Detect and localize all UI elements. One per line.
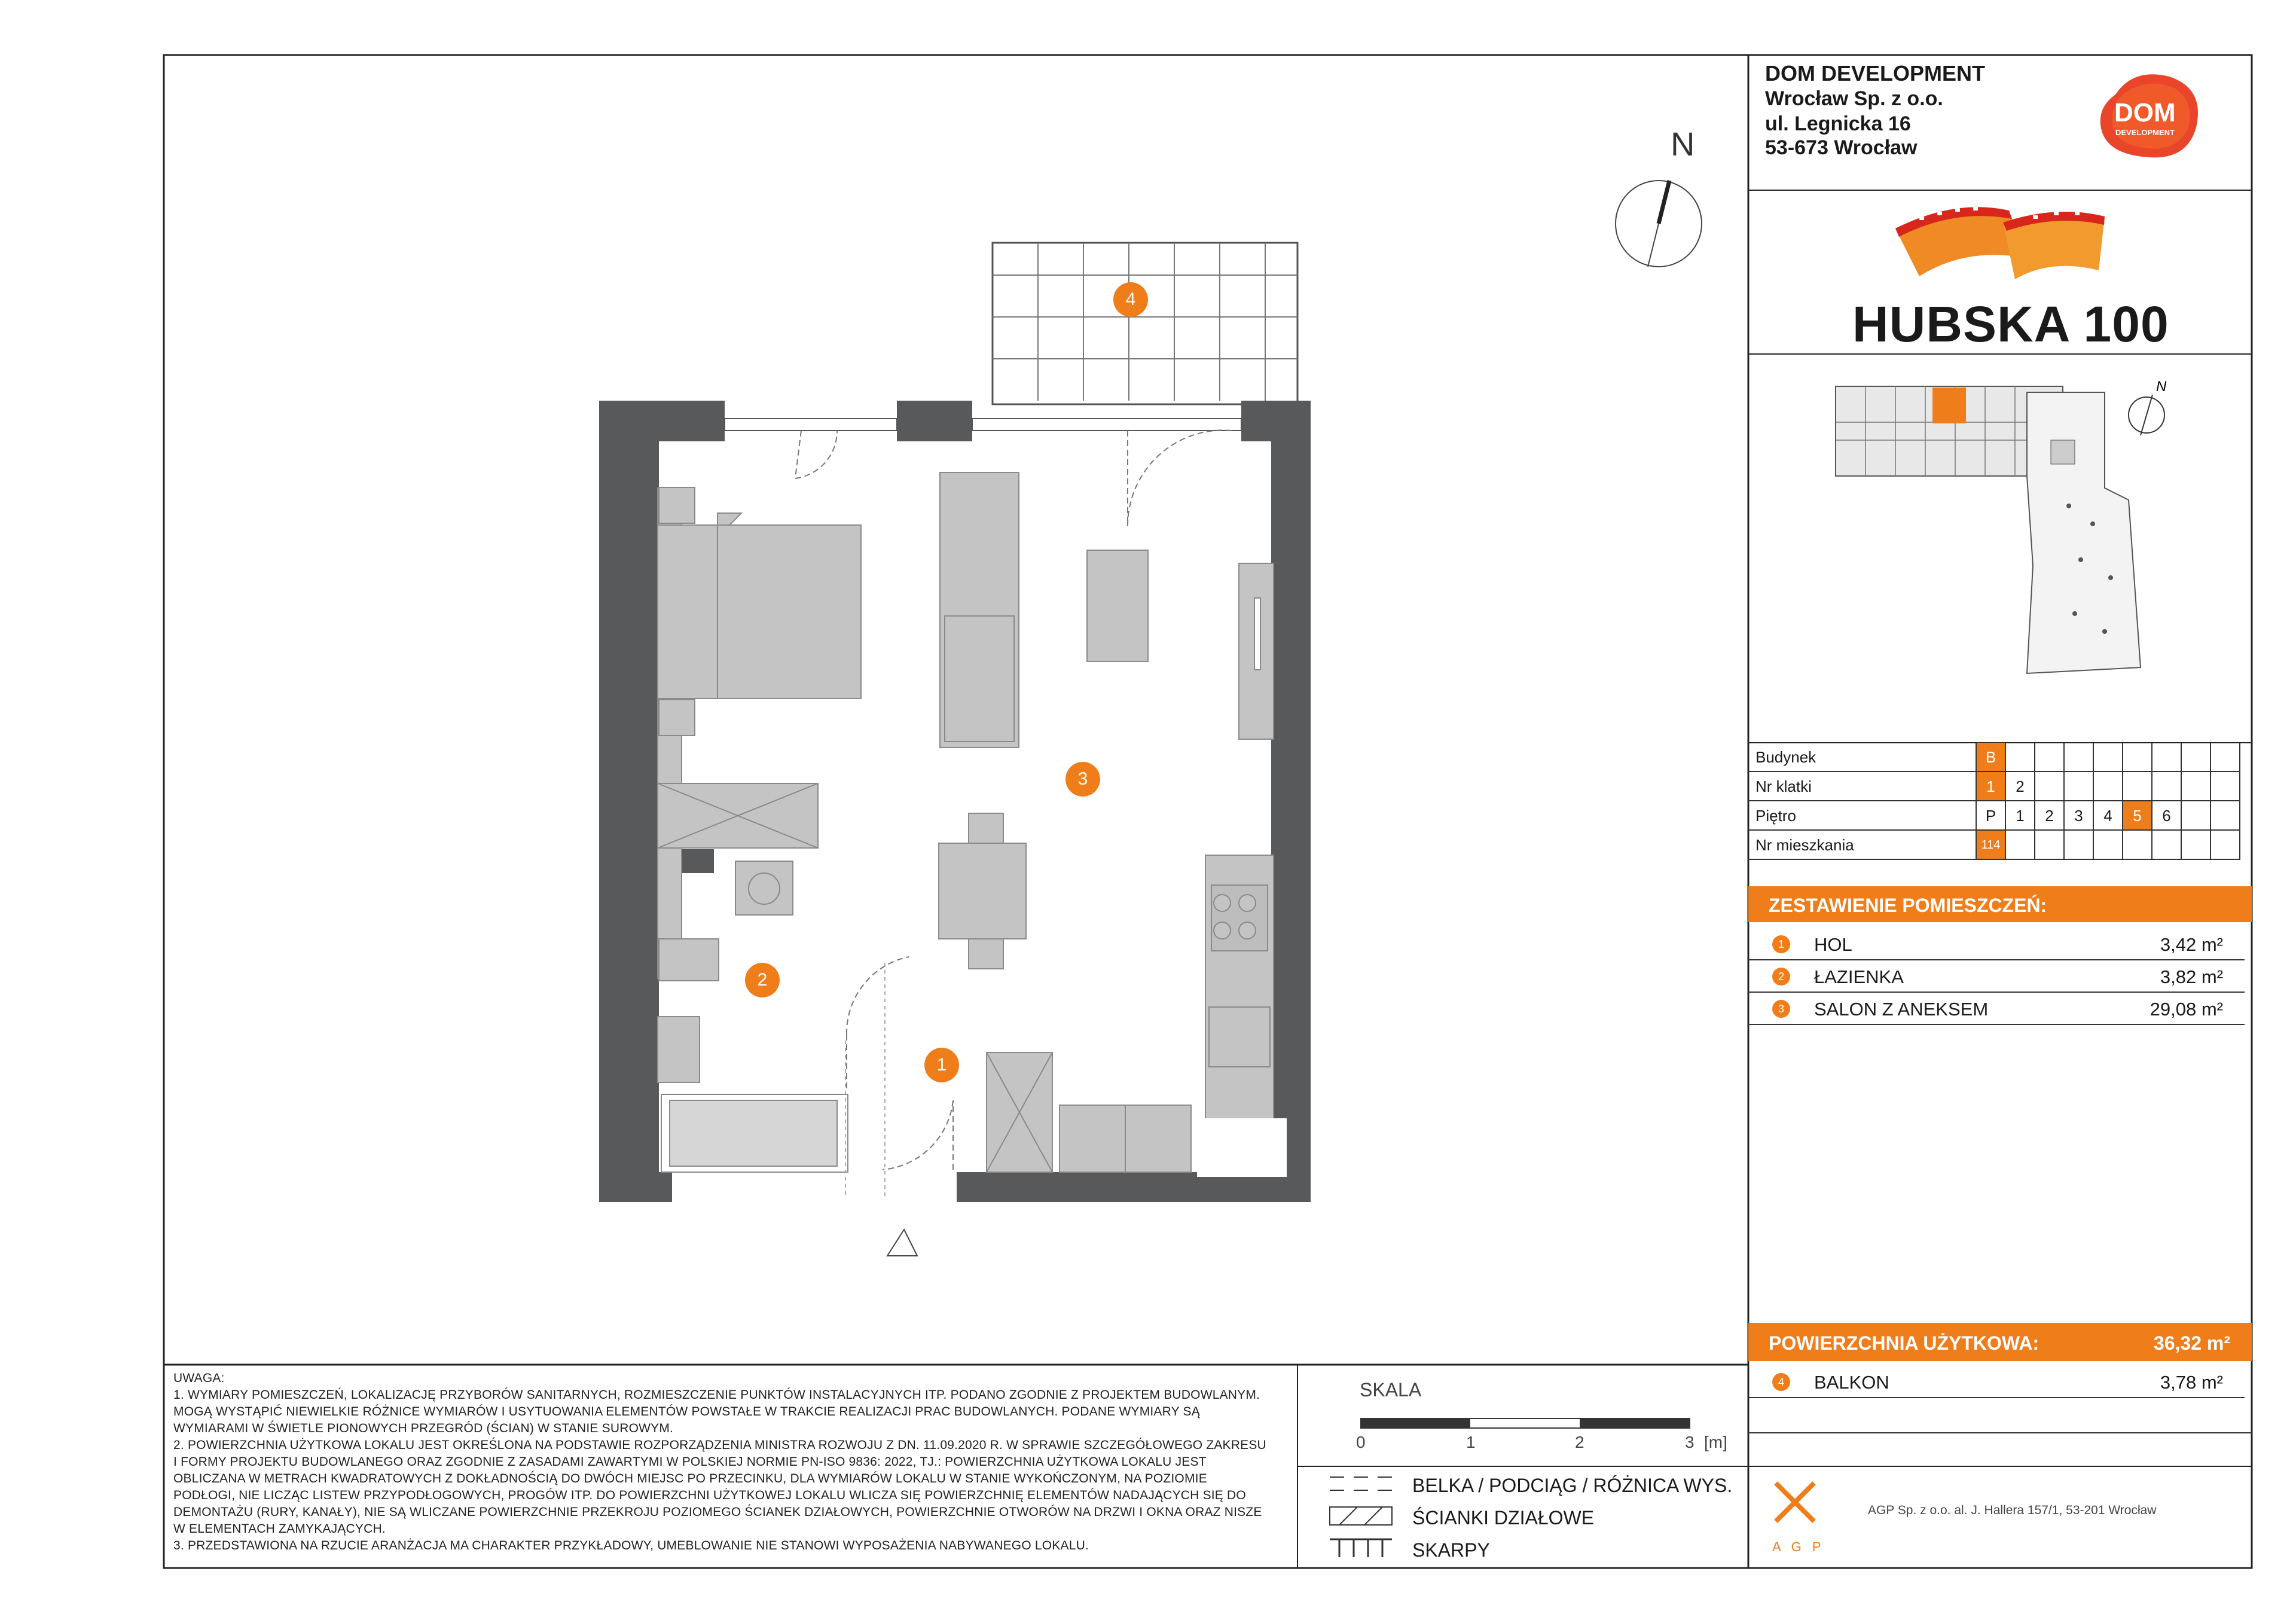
legend-slopes: SKARPY <box>1412 1539 1490 1561</box>
north-arrow-icon <box>1612 177 1708 273</box>
info-row-label: Nr klatki <box>1748 772 1977 801</box>
info-row-cell <box>2182 743 2211 772</box>
agp-letters: A G P <box>1772 1539 1825 1554</box>
company-line-2: Wrocław Sp. z o.o. <box>1765 87 1943 110</box>
usable-area-label: POWIERZCHNIA UŻYTKOWA: <box>1769 1332 2039 1354</box>
info-row-cell <box>2182 801 2211 831</box>
info-row-cell <box>2152 743 2182 772</box>
film-strip-logo <box>1883 193 2111 288</box>
room-name: SALON Z ANEKSEM <box>1814 999 1989 1020</box>
room-number-badge: 1 <box>1772 935 1790 953</box>
note-line: 1. WYMIARY POMIESZCZEŃ, LOKALIZACJĘ PRZYBORÓW SANITARNYCH, ROZMIESZCZENIE PUNKTÓW INSTALACYJNYCH ITP. PODANO ZGODNIE Z PROJEKTEM BUDOWLANYM. <box>173 1388 1260 1402</box>
info-row-cell <box>2094 743 2123 772</box>
info-row-cell: 1 <box>2006 801 2035 831</box>
agp-address: AGP Sp. z o.o. al. J. Hallera 157/1, 53-201 Wrocław <box>1868 1503 2157 1517</box>
room-row <box>1748 928 2245 960</box>
note-line: MOGĄ WYSTĄPIĆ NIEWIELKIE RÓŻNICE WYMIARÓW I USYTUOWANIA ELEMENTÓW POWSTAŁE W TRAKCIE REALIZACJI PRAC BUDOWLANYCH. PODANE WYMIARY SĄ <box>173 1405 1200 1418</box>
note-line: 2. POWIERZCHNIA UŻYTKOWA LOKALU JEST OKREŚLONA NA PODSTAWIE ROZPORZĄDZENIA MINISTRA ROZWOJU Z DN. 11.09.2020 R. W SPRAWIE SZCZEGÓŁOWEGO ZAKRESU <box>173 1438 1266 1452</box>
scale-tick-1: 1 <box>1466 1433 1476 1451</box>
info-row-cell <box>2006 831 2035 860</box>
info-row-cell <box>2152 772 2182 801</box>
balcony-area: 3,78 m² <box>2160 1372 2223 1393</box>
info-row-cell: 1 <box>1977 772 2006 801</box>
info-row-cell <box>2035 743 2065 772</box>
info-row-cell <box>2123 772 2152 801</box>
scale-unit: [m] <box>1704 1433 1727 1451</box>
room-area: 29,08 m² <box>2150 999 2223 1020</box>
info-row-cell <box>2065 772 2094 801</box>
company-name: DOM DEVELOPMENT <box>1765 61 1986 86</box>
room-number-badge: 4 <box>1772 1373 1790 1391</box>
info-row-cell <box>2211 743 2240 772</box>
room-area: 3,82 m² <box>2160 966 2223 987</box>
note-line: WYMIARAMI W ŚWIETLE PIONOWYCH PRZEGRÓD (ŚCIAN) W STANIE SUROWYM. <box>173 1421 674 1435</box>
info-row-label: Budynek <box>1748 743 1977 772</box>
apartment-floor-plan <box>586 239 1333 1268</box>
scale-tick-0: 0 <box>1356 1433 1366 1451</box>
info-row-cell <box>2006 743 2035 772</box>
info-row-cell <box>2035 772 2065 801</box>
info-row-cell <box>2094 831 2123 860</box>
note-line: 3. PRZEDSTAWIONA NA RZUCIE ARANŻACJA MA CHARAKTER PRZYKŁADOWY, UMEBLOWANIE NIE STANOWI WYPOSAŻENIA NABYWANEGO LOKALU. <box>173 1539 1089 1552</box>
info-row-cell <box>2182 831 2211 860</box>
room-name: ŁAZIENKA <box>1814 966 1904 987</box>
info-row-cell <box>2065 743 2094 772</box>
room-marker-2: 2 <box>745 963 780 997</box>
rooms-header: ZESTAWIENIE POMIESZCZEŃ: <box>1769 895 2047 916</box>
note-line: W ELEMENTACH ZAMYKAJĄCYCH. <box>173 1522 386 1536</box>
rooms-header-bar <box>1748 886 2252 922</box>
info-row-cell: 4 <box>2094 801 2123 831</box>
info-row-cell <box>2211 772 2240 801</box>
room-name: HOL <box>1814 934 1852 955</box>
company-line-3: ul. Legnicka 16 <box>1765 112 1911 135</box>
scale-title: SKALA <box>1360 1379 1422 1401</box>
info-row-cell <box>2211 831 2240 860</box>
agp-logo-icon <box>1771 1478 1819 1526</box>
notes-title: UWAGA: <box>173 1371 225 1385</box>
building-key-plan <box>1830 380 2188 721</box>
info-row-cell <box>2182 772 2211 801</box>
info-row-cell: 6 <box>2152 801 2182 831</box>
note-line: DEMONTAŻU (RURY, KANAŁY), NIE SĄ WLICZANE POWIERZCHNIE PRZEKROJU POZIOMEGO ŚCIANEK DZIAŁOWYCH, POWIERZCHNIE OTWORÓW NA DRZWI I OKNA ORAZ NISZE <box>173 1505 1262 1519</box>
furniture <box>658 472 1274 1172</box>
room-marker-3: 3 <box>1065 762 1100 797</box>
room-number-badge: 2 <box>1772 968 1790 986</box>
info-row-cell <box>2035 831 2065 860</box>
scale-tick-2: 2 <box>1575 1433 1584 1451</box>
room-row <box>1748 993 2245 1025</box>
legend-symbols <box>1327 1473 1399 1563</box>
scale-bar <box>1360 1417 1694 1432</box>
info-row-cell <box>2211 801 2240 831</box>
room-number-badge: 3 <box>1772 1000 1790 1018</box>
note-line: I FORMY PROJEKTU BUDOWLANEGO ORAZ ZGODNIE Z ZASADAMI ZAWARTYMI W POLSKIEJ NORMIE PN-ISO 9836: 2022, TJ.: POWIERZCHNIA UŻYTKOWA LOKALU JEST <box>173 1455 1207 1469</box>
apartment-info-table <box>1748 743 2252 860</box>
info-row-cell: B <box>1977 743 2006 772</box>
info-row-cell: 5 <box>2123 801 2152 831</box>
note-line: OBLICZANA W METRACH KWADRATOWYCH Z DOKŁADNOŚCIĄ DO DWÓCH MIEJSC PO PRZECINKU, DLA WYMIARÓW LOKALU W STANIE WYKOŃCZONYM, NA POZIOMIE <box>173 1472 1207 1485</box>
info-row-cell <box>2123 743 2152 772</box>
room-area: 3,42 m² <box>2160 934 2223 955</box>
dom-development-logo: DOM DEVELOPMENT <box>2092 71 2203 160</box>
scale-tick-3: 3 <box>1685 1433 1694 1451</box>
svg-text:N: N <box>2156 380 2167 395</box>
empty-row-line <box>1748 1398 2252 1434</box>
legend-walls: ŚCIANKI DZIAŁOWE <box>1412 1507 1595 1529</box>
info-row-label: Piętro <box>1748 801 1977 831</box>
info-row-cell <box>2065 831 2094 860</box>
room-marker-1: 1 <box>924 1048 959 1082</box>
info-row-cell: 3 <box>2065 801 2094 831</box>
info-row-label: Nr mieszkania <box>1748 831 1977 860</box>
legend-beam: BELKA / PODCIĄG / RÓŻNICA WYS. <box>1412 1475 1733 1496</box>
balcony <box>993 243 1297 404</box>
info-row-cell <box>2123 831 2152 860</box>
info-row-cell: 114 <box>1977 831 2006 860</box>
info-row-cell <box>2094 772 2123 801</box>
room-marker-4: 4 <box>1113 282 1148 317</box>
usable-area-value: 36,32 m² <box>2153 1332 2230 1354</box>
info-row-cell <box>2152 831 2182 860</box>
note-line: PODŁOGI, NIE LICZĄC LISTEW PRZYPODŁOGOWYCH, PROGÓW ITP. DO POWIERZCHNI UŻYTKOWEJ LOKALU WLICZA SIĘ POWIERZCHNIĘ ELEMENTÓW NADAJĄCYCH SIĘ DO <box>173 1488 1246 1502</box>
room-row <box>1748 960 2245 993</box>
info-row-cell: 2 <box>2006 772 2035 801</box>
north-label: N <box>1671 125 1695 163</box>
project-title: HUBSKA 100 <box>1852 296 2169 352</box>
balcony-name: BALKON <box>1814 1372 1889 1393</box>
info-row-cell: P <box>1977 801 2006 831</box>
info-row-cell: 2 <box>2035 801 2065 831</box>
usable-area-bar <box>1748 1323 2252 1361</box>
balcony-row <box>1748 1366 2245 1398</box>
company-line-4: 53-673 Wrocław <box>1765 136 1918 159</box>
